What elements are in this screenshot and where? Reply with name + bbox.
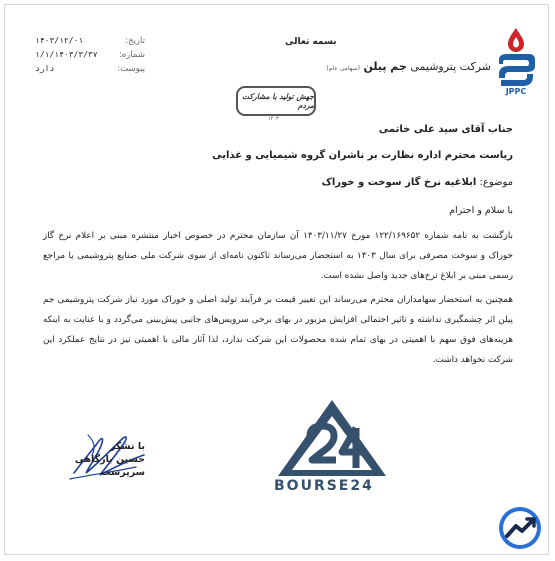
- company-name: [326, 60, 491, 73]
- bourse24-badge-icon: [498, 506, 542, 550]
- signature-thanks: با تشکر: [109, 441, 145, 452]
- recipient-name: جناب آقای سید علی خاتمی: [378, 124, 513, 135]
- subject-line: [322, 177, 513, 188]
- body-paragraph-1: بازگشت به نامه شماره ۱۲۲/۱۶۹۶۵۲ مورخ ۱۴۰۳/۱۱/۲۷ آن سازمان محترم در خصوص اخبار منتشره مبنی بر اعلام نرخ گاز خوراک و سوخت مصرفی برای سال ۱۴۰۳ به استحضار می‌رساند تاکنون نامه‌ای از سوی شرکت ملی صنایع پتروشیمی یا مراجع رسمی مبنی بر ابلاغ نرخ‌های جدید واصل نشده است.: [43, 231, 513, 281]
- meta-date-label: تاریخ:: [125, 36, 145, 46]
- meta-attachment-value: دارد: [35, 64, 55, 73]
- logo-text: JPPC: [505, 87, 527, 96]
- letter-meta: [35, 34, 145, 76]
- jppc-logo-icon: [495, 26, 537, 96]
- meta-date-value: ۱۴۰۳/۱۲/۰۱: [35, 36, 84, 45]
- seal-year: ۱۴۰۳: [268, 116, 279, 122]
- meta-attachment-label: پیوست:: [117, 64, 145, 74]
- year-slogan-seal: جهش تولید با مشارکت مردم: [236, 86, 316, 116]
- company-brand: جم پیلن: [363, 60, 407, 73]
- signature-block: [75, 440, 145, 479]
- company-type: (سهامی عام): [326, 65, 360, 72]
- signature-name: حسین بارگاهی: [74, 454, 145, 465]
- meta-number-row: [35, 48, 145, 62]
- subject-label: موضوع:: [479, 177, 513, 188]
- meta-attachment-row: [35, 62, 145, 76]
- bourse24-brand-text: BOURSE24: [274, 478, 374, 494]
- subject-text: ابلاغیه نرخ گاز سوخت و خوراک: [321, 177, 477, 188]
- signature-role: سرپرست: [100, 467, 145, 478]
- meta-number-label: شماره:: [118, 50, 145, 60]
- bourse24-logo-icon: [276, 398, 388, 478]
- bismillah: بسمه تعالی: [285, 37, 337, 47]
- meta-number-value: ۱/۱/۱۴۰۳/۳/۳۷: [35, 50, 98, 59]
- body-paragraph-2: همچنین به استحضار سهامداران محترم می‌رساند این تغییر قیمت بر فرآیند تولید اصلی و خوراک مورد نیاز شرکت پتروشیمی جم پیلن اثر چشمگیری نداشته و تاثیر احتمالی افزایش مزبور در بهای برخی سرویس‌های جانبی پیش‌بینی می‌گردد و با عنایت به اینکه هزینه‌های فوق سهم با اهمیتی در بهای تمام شده محصولات این شرکت ندارد، لذا آثار مالی با اهمیتی نیز در نتایج عملکرد این شرکت نخواهد داشت.: [43, 295, 513, 365]
- meta-date-row: [35, 34, 145, 48]
- company-prefix: شرکت پتروشیمی: [410, 60, 491, 73]
- greeting: با سلام و احترام: [449, 205, 513, 216]
- recipient-title: ریاست محترم اداره نظارت بر ناشران گروه شیمیایی و غذایی: [212, 150, 513, 161]
